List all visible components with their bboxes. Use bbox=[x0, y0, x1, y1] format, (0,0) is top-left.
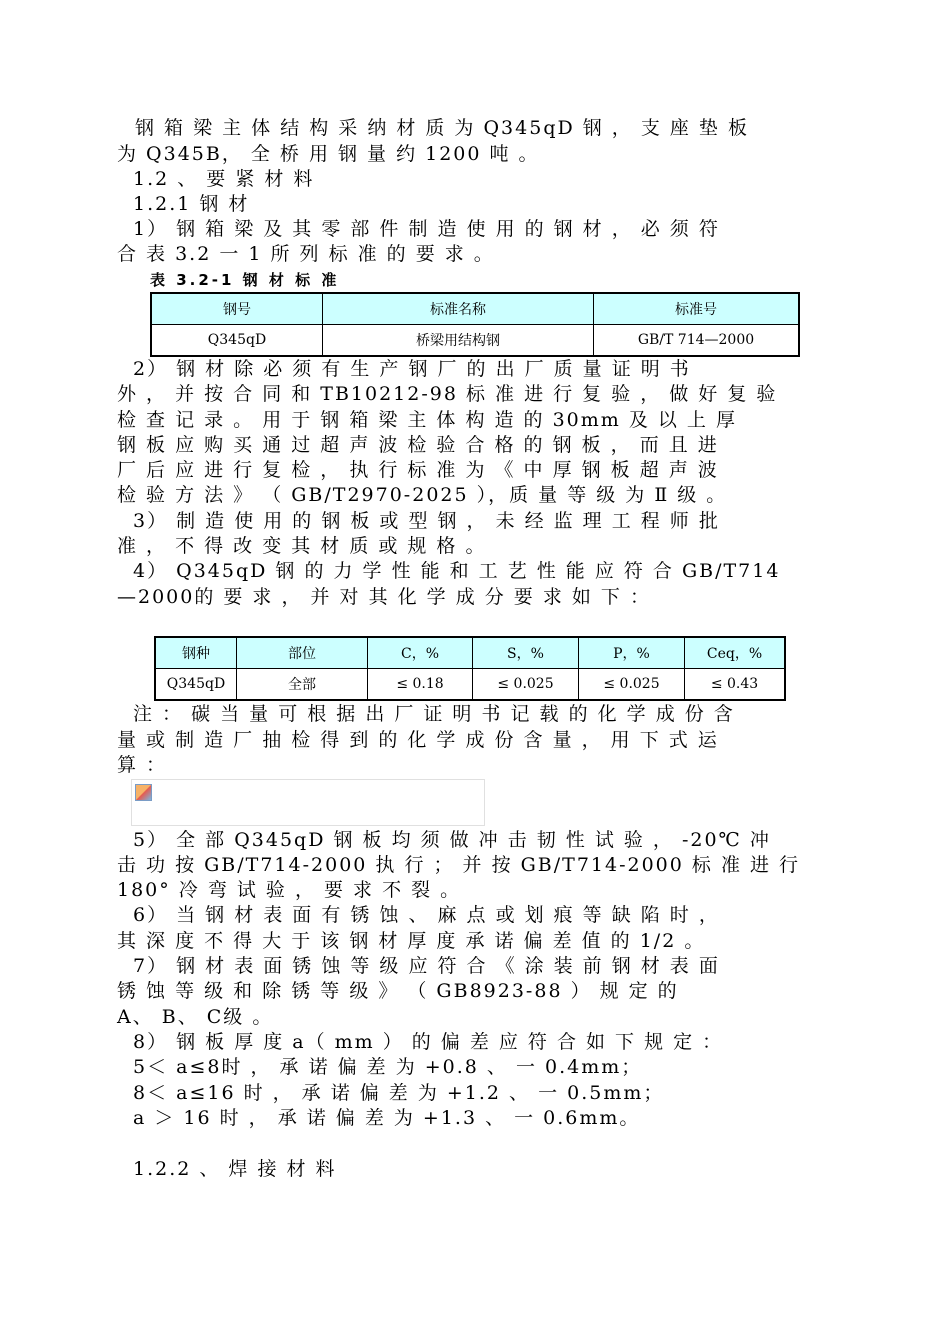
table-header-cell: 钢种 bbox=[155, 637, 237, 669]
subsection-heading: 1.2.1 钢 材 bbox=[133, 193, 250, 215]
table-header-cell: 钢号 bbox=[151, 293, 323, 325]
para-line: 钢 板 应 购 买 通 过 超 声 波 检 验 合 格 的 钢 板 ， 而 且 进 bbox=[117, 434, 719, 456]
para-line: 其 深 度 不 得 大 于 该 钢 材 厚 度 承 诺 偏 差 值 的 1/2 。 bbox=[117, 930, 706, 952]
para-line: 4） Q345qD 钢 的 力 学 性 能 和 工 艺 性 能 应 符 合 GB/T714 bbox=[133, 560, 781, 582]
para-line: 击 功 按 GB/T714-2000 执 行 ； 并 按 GB/T714-2000 标 准 进 行 bbox=[117, 854, 801, 876]
para-line: 为 Q345B， 全 桥 用 钢 量 约 1200 吨 。 bbox=[117, 143, 540, 165]
para-line: 5） 全 部 Q345qD 钢 板 均 须 做 冲 击 韧 性 试 验 ， -20℃ 冲 bbox=[133, 829, 771, 851]
chemical-composition-table bbox=[154, 636, 786, 701]
subsection-heading: 1.2.2 、 焊 接 材 料 bbox=[133, 1158, 337, 1180]
broken-image-icon bbox=[135, 784, 152, 801]
table-cell: Q345qD bbox=[151, 325, 323, 357]
formula-image-placeholder bbox=[131, 779, 485, 826]
table-caption: 表 3.2-1 钢 材 标 准 bbox=[150, 271, 340, 289]
table-row bbox=[155, 669, 785, 701]
para-line: 1） 钢 箱 梁 及 其 零 部 件 制 造 使 用 的 钢 材 ， 必 须 符 bbox=[133, 218, 720, 240]
note-line: 注 ： 碳 当 量 可 根 据 出 厂 证 明 书 记 载 的 化 学 成 份 含 bbox=[133, 703, 735, 725]
table-header-cell: 部位 bbox=[237, 637, 368, 669]
table-cell: ≤ 0.025 bbox=[579, 669, 685, 701]
list-line: 5＜ a≤8时 ， 承 诺 偏 差 为 +0.8 、 一 0.4mm； bbox=[133, 1056, 643, 1078]
table-header-cell: 标准名称 bbox=[323, 293, 594, 325]
para-line: 2） 钢 材 除 必 须 有 生 产 钢 厂 的 出 厂 质 量 证 明 书 bbox=[133, 358, 691, 380]
para-line: 钢 箱 梁 主 体 结 构 采 纳 材 质 为 Q345qD 钢 ， 支 座 垫 板 bbox=[135, 117, 749, 139]
para-line: 3） 制 造 使 用 的 钢 板 或 型 钢 ， 未 经 监 理 工 程 师 批 bbox=[133, 510, 720, 532]
table-cell: 全部 bbox=[237, 669, 368, 701]
table-cell: GB/T 714—2000 bbox=[594, 325, 800, 357]
para-line: 检 验 方 法 》 （ GB/T2970-2025 ），质 量 等 级 为 Ⅱ 级 。 bbox=[117, 484, 728, 506]
section-heading: 1.2 、 要 紧 材 料 bbox=[133, 168, 315, 190]
note-line: 算 ： bbox=[117, 754, 168, 776]
para-line: A、 B、 C级 。 bbox=[117, 1006, 274, 1028]
para-line: 180° 冷 弯 试 验 ， 要 求 不 裂 。 bbox=[117, 879, 462, 901]
para-line: 锈 蚀 等 级 和 除 锈 等 级 》 （ GB8923-88 ） 规 定 的 bbox=[117, 980, 679, 1002]
table-row bbox=[151, 325, 799, 357]
list-line: 8＜ a≤16 时 ， 承 诺 偏 差 为 +1.2 、 一 0.5mm； bbox=[133, 1082, 665, 1104]
table-header-cell: 标准号 bbox=[594, 293, 800, 325]
para-line: 7） 钢 材 表 面 锈 蚀 等 级 应 符 合 《 涂 装 前 钢 材 表 面 bbox=[133, 955, 720, 977]
note-line: 量 或 制 造 厂 抽 检 得 到 的 化 学 成 份 含 量 ， 用 下 式 运 bbox=[117, 729, 719, 751]
steel-standard-table bbox=[150, 292, 800, 357]
para-line: 8） 钢 板 厚 度 a（ mm ） 的 偏 差 应 符 合 如 下 规 定 ： bbox=[133, 1031, 724, 1053]
table-header-row bbox=[151, 293, 799, 325]
para-line: 检 查 记 录 。 用 于 钢 箱 梁 主 体 构 造 的 30mm 及 以 上 厚 bbox=[117, 409, 737, 431]
para-line: —2000的 要 求 ， 并 对 其 化 学 成 分 要 求 如 下 ： bbox=[117, 586, 651, 608]
table-header-cell: C，% bbox=[368, 637, 473, 669]
table-header-cell: S，% bbox=[473, 637, 579, 669]
table-cell: ≤ 0.18 bbox=[368, 669, 473, 701]
para-line: 外 ， 并 按 合 同 和 TB10212-98 标 准 进 行 复 验 ， 做 好 复 验 bbox=[117, 383, 778, 405]
table-cell: ≤ 0.43 bbox=[685, 669, 786, 701]
para-line: 准 ， 不 得 改 变 其 材 质 或 规 格 。 bbox=[117, 535, 487, 557]
list-line: a ＞ 16 时 ， 承 诺 偏 差 为 +1.3 、 一 0.6mm。 bbox=[133, 1107, 641, 1129]
para-line: 合 表 3.2 一 1 所 列 标 准 的 要 求 。 bbox=[117, 243, 495, 265]
table-header-row bbox=[155, 637, 785, 669]
para-line: 厂 后 应 进 行 复 检 ， 执 行 标 准 为 《 中 厚 钢 板 超 声 波 bbox=[117, 459, 719, 481]
table-cell: 桥梁用结构钢 bbox=[323, 325, 594, 357]
table-header-cell: P，% bbox=[579, 637, 685, 669]
para-line: 6） 当 钢 材 表 面 有 锈 蚀 、 麻 点 或 划 痕 等 缺 陷 时 ， bbox=[133, 904, 720, 926]
table-header-cell: Ceq，% bbox=[685, 637, 786, 669]
table-cell: Q345qD bbox=[155, 669, 237, 701]
table-cell: ≤ 0.025 bbox=[473, 669, 579, 701]
